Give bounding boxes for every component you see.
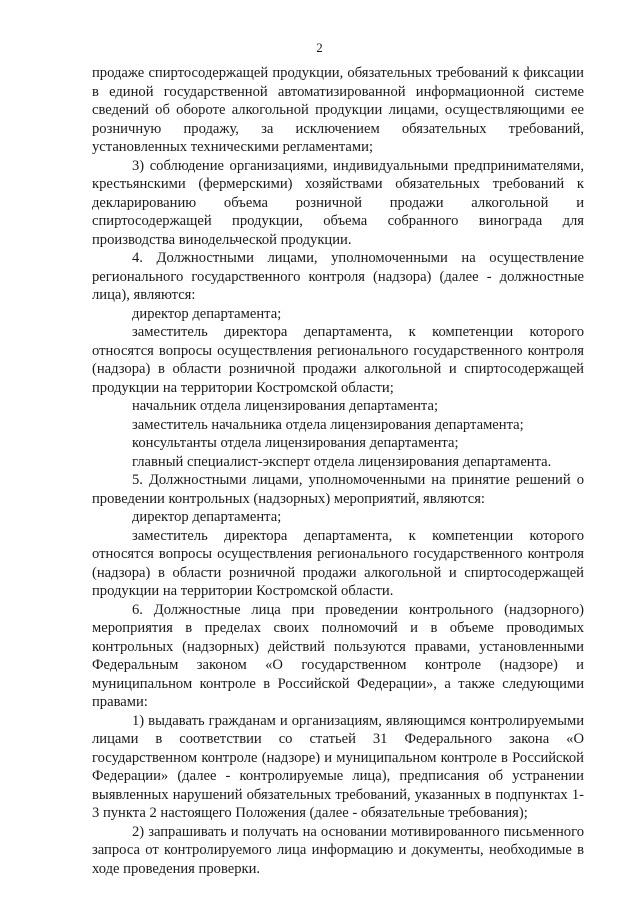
paragraph-section-4: 4. Должностными лицами, уполномоченными на осуществление регионального государственного контроля (надзора) (далее - должностные лица), являются: [92, 250, 584, 303]
list-item-head-of-licensing: начальник отдела лицензирования департамента; [132, 398, 438, 414]
paragraph-right-2: 2) запрашивать и получать на основании мотивированного письменного запроса от контролируемого лица информацию и документы, необходимые в ходе проведения проверки. [92, 823, 584, 877]
list-item-deputy-director: заместитель директора департамента, к компетенции которого относятся вопросы осуществления регионального государственного контроля (надзора) в области розничной продажи алкогольной и спиртосодержащей продукции на территории Костромской области; [92, 324, 584, 396]
paragraph-right-1: 1) выдавать гражданам и организациям, являющимся контролируемыми лицами в соответствии со статьей 31 Федерального закона «О государственном контроле (надзоре) и муниципальном контроле в Российской Федерации» (далее - контролируемые лица), предписания об устранении выявленных нарушений обязательных требований, указанных в подпунктах 1-3 пункта 2 настоящего Положения (далее - обязательные требования); [92, 712, 584, 821]
list-item-consultants: консультанты отдела лицензирования департамента; [132, 435, 459, 451]
list-item-deputy-director: заместитель директора департамента, к компетенции которого относятся вопросы осуществления регионального государственного контроля (надзора) в области розничной продажи алкогольной и спиртосодержащей продукции на территории Костромской области. [92, 527, 584, 599]
list-item-director: директор департамента; [132, 509, 282, 525]
paragraph-item-3: 3) соблюдение организациями, индивидуальными предпринимателями, крестьянскими (фермерскими) хозяйствами обязательных требований к декларированию объема розничной продажи алкогольной и спиртосодержащей продукции, объема собранного винограда для производства винодельческой продукции. [92, 157, 584, 248]
document-body [92, 64, 584, 878]
list-item-director: директор департамента; [132, 305, 282, 322]
paragraph-continuation: продаже спиртосодержащей продукции, обязательных требований к фиксации в единой государственной автоматизированной информационной системе сведений об обороте алкогольной продукции лицами, осуществляющими ее розничную продажу, за исключением обязательных требований, установленных техническими регламентами; [92, 65, 584, 155]
paragraph-section-5: 5. Должностными лицами, уполномоченными на принятие решений о проведении контрольных (надзорных) мероприятий, являются: [92, 472, 584, 507]
list-item-chief-specialist: главный специалист-эксперт отдела лицензирования департамента. [132, 453, 552, 470]
paragraph-section-6: 6. Должностные лица при проведении контрольного (надзорного) мероприятия в пределах своих полномочий и в объеме проводимых контрольных (надзорных) действий пользуются правами, установленными Федеральным законом «О государственном контроле (надзоре) и муниципальном контроле в Российской Федерации», а также следующими правами: [92, 601, 584, 710]
list-item-deputy-head-of-licensing: заместитель начальника отдела лицензирования департамента; [132, 416, 524, 433]
page-number: 2 [316, 40, 323, 55]
